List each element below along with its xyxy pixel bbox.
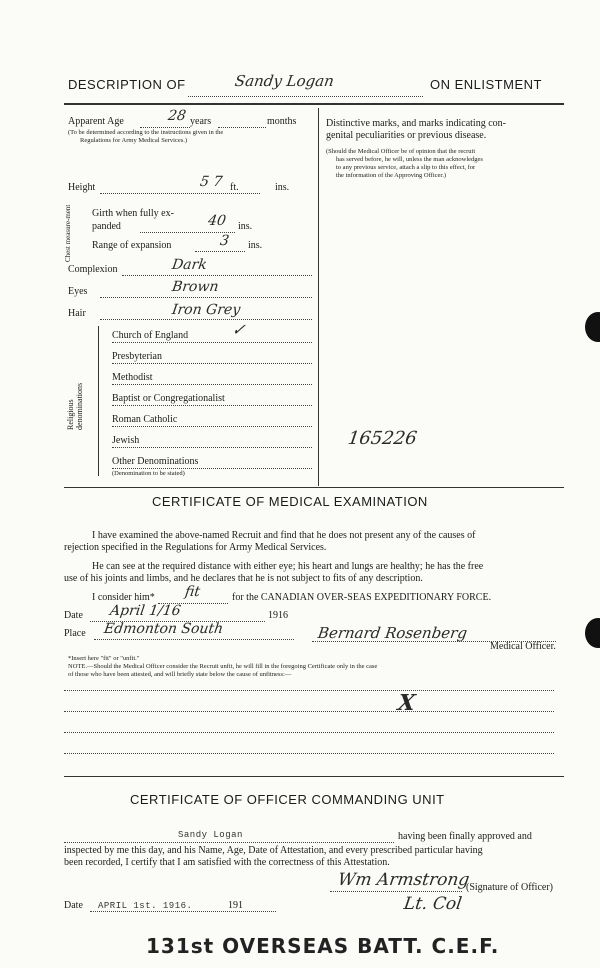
medical-para2-1: He can see at the required distance with either eye; his heart and lungs are healthy; he has the free: [92, 561, 484, 572]
eyes-line: [100, 297, 312, 298]
height-ins-label: ins.: [275, 182, 290, 193]
denomination-line: [112, 426, 312, 427]
apparent-age-value: 28: [166, 108, 187, 124]
unfit-line-4: [64, 753, 554, 754]
medical-footnote-1: *Insert here "fit" or "unfit.": [68, 655, 140, 662]
medical-para1-1: I have examined the above-named Recruit and find that he does not present any of the causes of: [92, 530, 476, 541]
commanding-name-value: Sandy Logan: [178, 830, 243, 840]
girth-label-2: panded: [92, 221, 121, 232]
regimental-number: 165226: [346, 428, 419, 449]
years-label: years: [190, 116, 212, 127]
header-rule: [64, 103, 564, 105]
punch-hole-top: [585, 312, 600, 342]
hair-line: [100, 319, 312, 320]
range-label: Range of expansion: [92, 240, 172, 251]
commanding-title: CERTIFICATE OF OFFICER COMMANDING UNIT: [130, 792, 445, 807]
marks-label-2: genital peculiarities or previous disease.: [326, 130, 487, 141]
commanding-date-line: [90, 911, 276, 912]
height-value: 5 7: [198, 174, 224, 190]
section-rule-1: [64, 487, 564, 488]
height-label: Height: [68, 182, 96, 193]
months-label: months: [267, 116, 297, 127]
girth-value: 40: [206, 213, 227, 229]
chest-side-label: Chest measure-ment: [64, 204, 72, 262]
commanding-signature: Wm Armstrong: [336, 870, 471, 890]
medical-place-value: Edmonton South: [102, 621, 225, 637]
consider-value: fit: [183, 584, 202, 600]
age-note-2: Regulations for Army Medical Services.): [80, 137, 188, 144]
eyes-value: Brown: [170, 279, 220, 295]
consider-force: for the CANADIAN OVER-SEAS EXPEDITIONARY FORCE.: [232, 592, 492, 603]
commanding-name-line: [64, 842, 394, 843]
denomination-item: Methodist: [112, 372, 153, 383]
complexion-line: [122, 275, 312, 276]
hair-label: Hair: [68, 308, 86, 319]
punch-hole-bottom: [585, 618, 600, 648]
commanding-line2: inspected by me this day, and his Name, Age, Date of Attestation, and every prescribed particular having: [64, 845, 483, 856]
medical-footnote-3: of those who have been attested, and will briefly state below the cause of unfitness:—: [68, 671, 292, 678]
header-label-left: DESCRIPTION OF: [68, 77, 186, 92]
apparent-age-label: Apparent Age: [68, 116, 124, 127]
commanding-line3: been recorded, I certify that I am satisfied with the correctness of this Attestation.: [64, 857, 390, 868]
denomination-line: [112, 384, 312, 385]
medical-mark: X: [396, 690, 417, 716]
medical-officer-label: Medical Officer.: [490, 641, 556, 652]
marks-label-1: Distinctive marks, and marks indicating con-: [326, 118, 506, 129]
column-divider: [318, 108, 319, 486]
denomination-item: Jewish: [112, 435, 140, 446]
ft-label: ft.: [230, 182, 239, 193]
hair-value: Iron Grey: [170, 302, 242, 318]
denomination-item: Presbyterian: [112, 351, 162, 362]
denomination-tick: ✓: [230, 320, 247, 339]
marks-note-3: to any previous service, attach a slip to this effect, for: [336, 164, 476, 171]
consider-label: I consider him*: [92, 592, 155, 603]
unfit-line-3: [64, 732, 554, 733]
range-ins-label: ins.: [248, 240, 263, 251]
medical-date-year: 1916: [268, 610, 288, 621]
medical-place-label: Place: [64, 628, 86, 639]
header-name-line: [188, 96, 423, 97]
denomination-item: Roman Catholic: [112, 414, 178, 425]
commanding-date-value: APRIL 1st. 1916.: [98, 901, 193, 911]
medical-title: CERTIFICATE OF MEDICAL EXAMINATION: [152, 494, 428, 509]
age-line: [140, 127, 190, 128]
medical-place-line: [94, 639, 294, 640]
months-line: [218, 127, 266, 128]
medical-footnote-2: NOTE.—Should the Medical Officer consider the Recruit unfit, he will fill in the foregoing Certificate only in the case: [68, 663, 378, 670]
denomination-line: [112, 447, 312, 448]
medical-para1-2: rejection specified in the Regulations for Army Medical Services.: [64, 542, 327, 553]
denomination-line: [112, 405, 312, 406]
marks-note-4: the information of the Approving Officer.): [336, 172, 446, 179]
unfit-line-1: [64, 690, 554, 691]
commanding-line1: having been finally approved and: [398, 831, 532, 842]
commanding-date-suffix: 191: [228, 900, 243, 911]
unfit-line-2: [64, 711, 554, 712]
header-name: Sandy Logan: [233, 72, 336, 90]
commanding-signature-label: (Signature of Officer): [466, 882, 554, 893]
eyes-label: Eyes: [68, 286, 88, 297]
commanding-signature-line: [330, 891, 462, 892]
denomination-note: (Denomination to be stated): [112, 470, 185, 477]
religion-side-label: Religious denominations: [66, 382, 84, 430]
denomination-line: [112, 363, 312, 364]
medical-para2-2: use of his joints and limbs, and he declares that he is not subject to fits of any description.: [64, 573, 423, 584]
medical-date-label: Date: [64, 610, 83, 621]
commanding-signature-rank: Lt. Col: [402, 894, 464, 914]
header-label-right: ON ENLISTMENT: [430, 77, 542, 92]
religion-bracket: [98, 326, 99, 476]
denomination-line: [112, 342, 312, 343]
marks-note-2: has served before, he will, unless the man acknowledges: [336, 156, 483, 163]
complexion-value: Dark: [170, 257, 208, 273]
denomination-line: [112, 468, 312, 469]
medical-date-value: April 1/16: [108, 603, 182, 619]
range-value: 3: [218, 233, 231, 249]
medical-officer-signature: Bernard Rosenberg: [316, 624, 469, 642]
girth-label-1: Girth when fully ex-: [92, 208, 174, 219]
age-note-1: (To be determined according to the instructions given in the: [68, 129, 224, 136]
denomination-item: Other Denominations: [112, 456, 199, 467]
range-line: [195, 251, 245, 252]
complexion-label: Complexion: [68, 264, 118, 275]
section-rule-2: [64, 776, 564, 777]
girth-ins-label: ins.: [238, 221, 253, 232]
denomination-item: Baptist or Congregationalist: [112, 393, 225, 404]
unit-stamp: 131st OVERSEAS BATT. C.E.F.: [146, 934, 500, 958]
commanding-date-label: Date: [64, 900, 83, 911]
marks-note-1: (Should the Medical Officer be of opinion that the recruit: [326, 148, 476, 155]
denomination-item: Church of England: [112, 330, 189, 341]
